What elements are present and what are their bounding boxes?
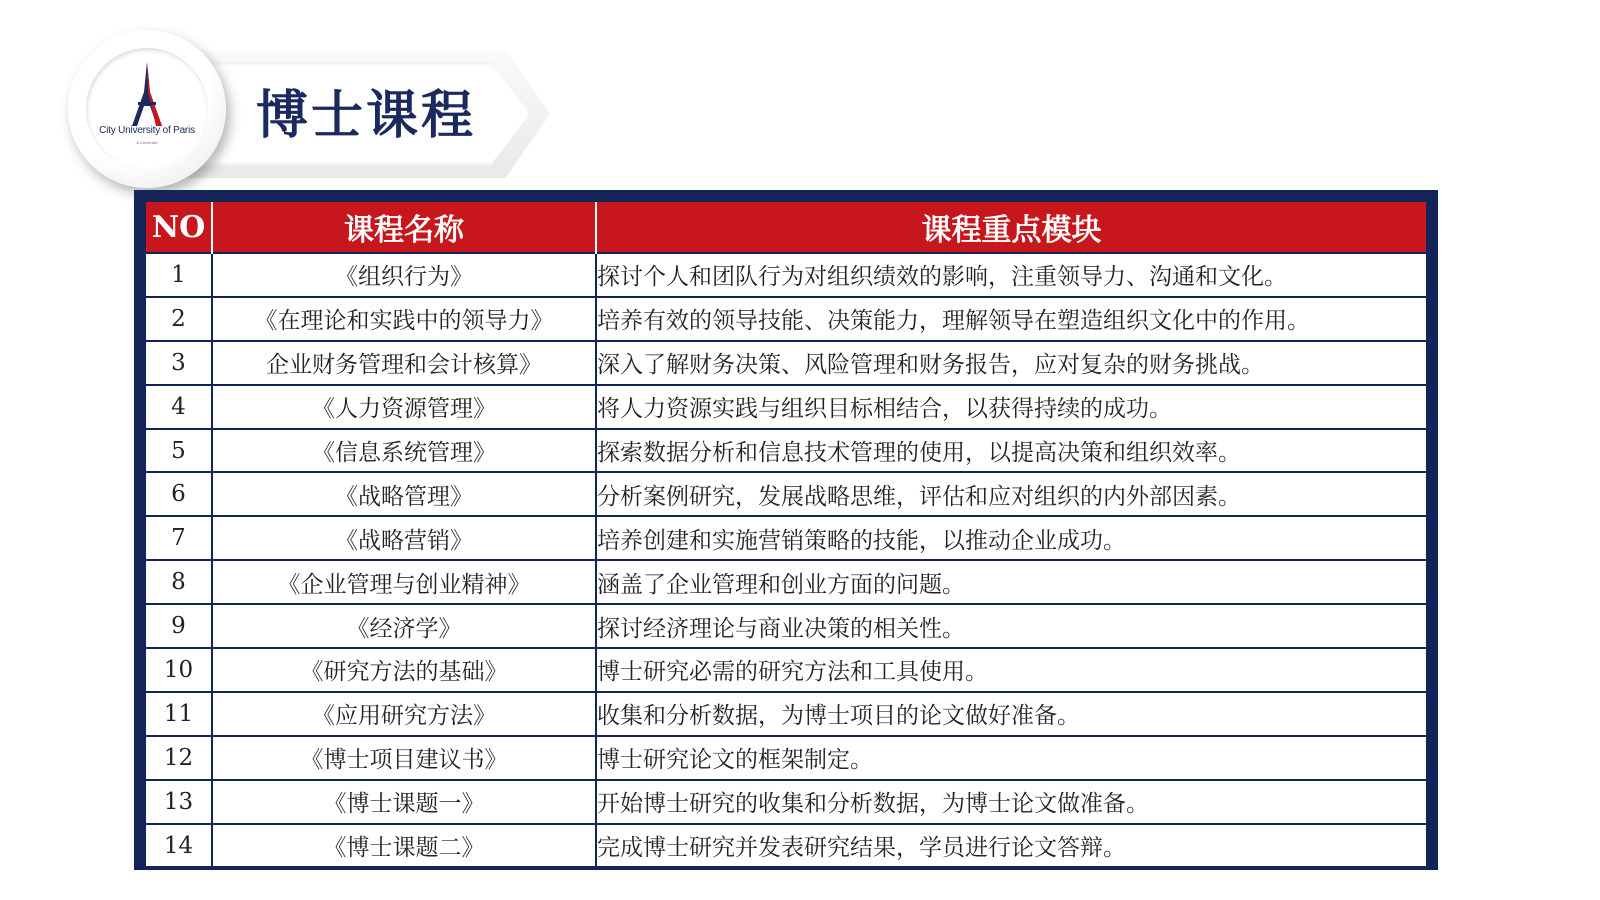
table-row [146,780,1426,824]
table-row [146,429,1426,473]
table-row [146,560,1426,604]
page-title: 博士课程 [256,86,477,146]
course-focus-cell: 博士研究论文的框架制定。 [596,736,1426,780]
table-row [146,736,1426,780]
row-number: 7 [146,516,212,560]
course-focus-cell: 深入了解财务决策、风险管理和财务报告，应对复杂的财务挑战。 [596,341,1426,385]
table-row [146,297,1426,341]
course-focus-cell: 收集和分析数据，为博士项目的论文做好准备。 [596,692,1426,736]
course-name-cell: 《人力资源管理》 [212,385,596,429]
table-row [146,253,1426,297]
course-name-cell: 《组织行为》 [212,253,596,297]
course-focus-cell: 探讨个人和团队行为对组织绩效的影响，注重领导力、沟通和文化。 [596,253,1426,297]
logo-subtext: A Université [136,140,158,145]
course-focus-cell: 博士研究必需的研究方法和工具使用。 [596,648,1426,692]
course-name-cell: 《博士课题一》 [212,780,596,824]
table-row [146,824,1426,867]
table-row [146,648,1426,692]
course-name-cell: 《信息系统管理》 [212,429,596,473]
table-row [146,385,1426,429]
course-focus-cell: 培养有效的领导技能、决策能力，理解领导在塑造组织文化中的作用。 [596,297,1426,341]
row-number: 9 [146,604,212,648]
row-number: 6 [146,472,212,516]
row-number: 10 [146,648,212,692]
course-focus-cell: 探索数据分析和信息技术管理的使用，以提高决策和组织效率。 [596,429,1426,473]
course-name-cell: 《应用研究方法》 [212,692,596,736]
row-number: 8 [146,560,212,604]
course-table [146,202,1426,866]
course-focus-cell: 将人力资源实践与组织目标相结合，以获得持续的成功。 [596,385,1426,429]
course-name-cell: 《博士项目建议书》 [212,736,596,780]
course-focus-cell: 培养创建和实施营销策略的技能，以推动企业成功。 [596,516,1426,560]
row-number: 3 [146,341,212,385]
row-number: 12 [146,736,212,780]
row-number: 11 [146,692,212,736]
course-focus-cell: 完成博士研究并发表研究结果，学员进行论文答辩。 [596,824,1426,867]
course-focus-cell: 探讨经济理论与商业决策的相关性。 [596,604,1426,648]
course-focus-cell: 开始博士研究的收集和分析数据，为博士论文做准备。 [596,780,1426,824]
course-name-cell: 《研究方法的基础》 [212,648,596,692]
column-header-course-name: 课程名称 [212,202,596,253]
row-number: 13 [146,780,212,824]
course-name-cell: 《博士课题二》 [212,824,596,867]
row-number: 5 [146,429,212,473]
table-row [146,516,1426,560]
column-header-key-modules: 课程重点模块 [596,202,1426,253]
course-name-cell: 企业财务管理和会计核算》 [212,341,596,385]
table-row [146,341,1426,385]
row-number: 1 [146,253,212,297]
course-name-cell: 《企业管理与创业精神》 [212,560,596,604]
row-number: 4 [146,385,212,429]
course-name-cell: 《在理论和实践中的领导力》 [212,297,596,341]
column-header-no: NO [146,202,212,253]
course-focus-cell: 涵盖了企业管理和创业方面的问题。 [596,560,1426,604]
course-name-cell: 《战略营销》 [212,516,596,560]
course-name-cell: 《战略管理》 [212,472,596,516]
table-row [146,692,1426,736]
table-row [146,472,1426,516]
course-name-cell: 《经济学》 [212,604,596,648]
table-row [146,604,1426,648]
eiffel-logo-icon [124,62,170,126]
row-number: 2 [146,297,212,341]
logo-text: City University of Paris [99,125,195,136]
row-number: 14 [146,824,212,867]
table-header-row [146,202,1426,253]
course-focus-cell: 分析案例研究，发展战略思维，评估和应对组织的内外部因素。 [596,472,1426,516]
